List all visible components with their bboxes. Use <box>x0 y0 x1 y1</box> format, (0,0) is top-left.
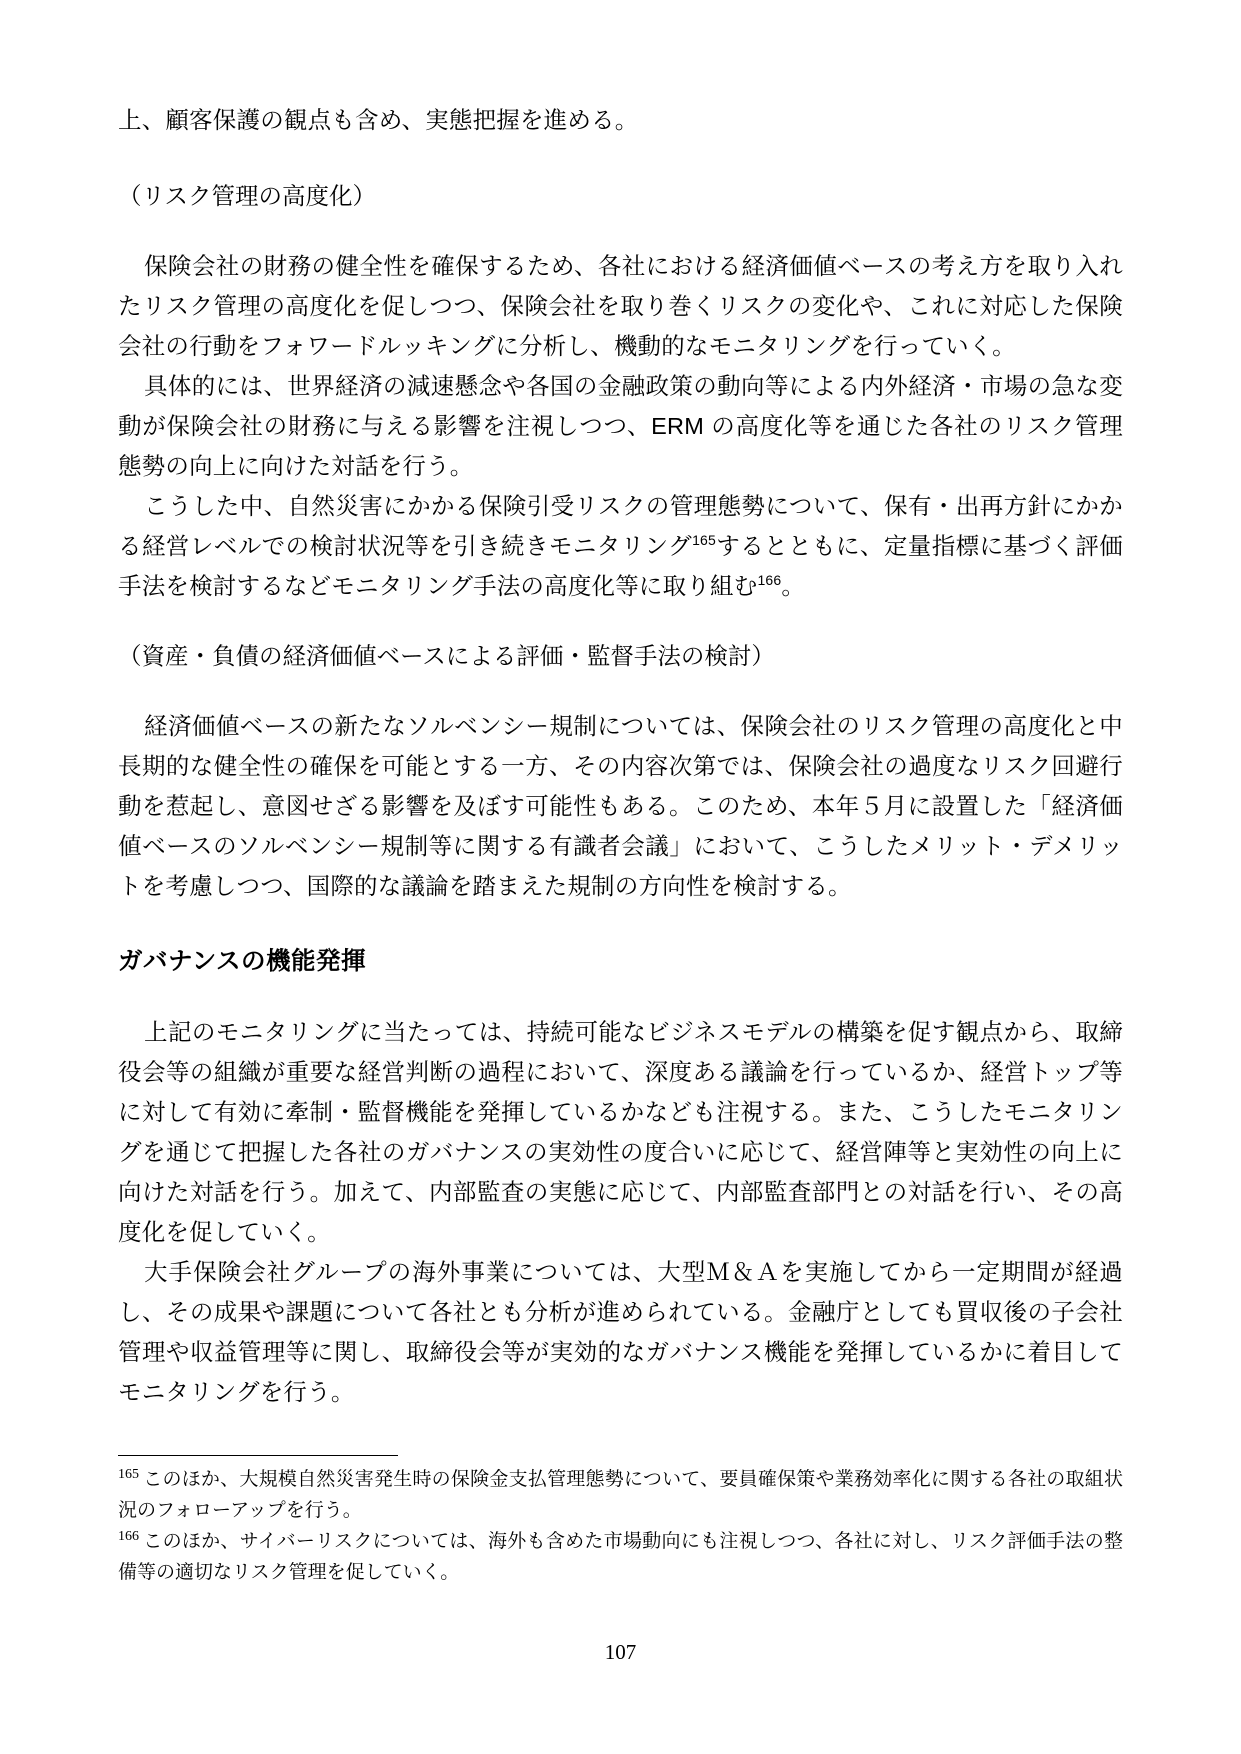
footnote-ref-165: 165 <box>692 532 717 549</box>
spacer <box>118 606 1123 636</box>
paragraph-natural-disaster-risk <box>118 486 1123 606</box>
spacer <box>118 140 1123 176</box>
footnote-divider <box>118 1455 398 1456</box>
footnote-number: 165 <box>118 1466 139 1482</box>
text-segment: こうした中、自然災害にかかる保険引受リスクの管理態勢について、保有・出再方針にかかる経営レベルでの検討状況等を引き続きモニタリング <box>118 493 1123 559</box>
footnote-text: このほか、大規模自然災害発生時の保険金支払管理態勢について、要員確保策や業務効率化に関する各社の取組状況のフォローアップを行う。 <box>118 1469 1123 1521</box>
spacer <box>118 676 1123 706</box>
spacer <box>118 906 1123 942</box>
section-heading-risk-management: （リスク管理の高度化） <box>118 183 377 209</box>
paragraph-governance-monitoring: 上記のモニタリングに当たっては、持続可能なビジネスモデルの構築を促す観点から、取締役会等の組織が重要な経営判断の過程において、深度ある議論を行っているか、経営トップ等に対して有効に牽制・監督機能を発揮しているかなども注視する。また、こうしたモニタリングを通じて把握した各社のガバナンスの実効性の度合いに応じて、経営陣等と実効性の向上に向けた対話を行う。加えて、内部監査の実態に応じて、内部監査部門との対話を行い、その高度化を促していく。 <box>118 1019 1123 1245</box>
text-segment: 。 <box>781 573 806 599</box>
page-number: 107 <box>604 1640 637 1664</box>
paragraph-overseas-business: 大手保険会社グループの海外事業については、大型Ｍ＆Ａを実施してから一定期間が経過し、その成果や課題について各社とも分析が進められている。金融庁としても買収後の子会社管理や収益管理等に関し、取締役会等が実効的なガバナンス機能を発揮しているかに着目してモニタリングを行う。 <box>118 1259 1123 1405</box>
spacer <box>118 216 1123 246</box>
footnote-number: 166 <box>118 1528 139 1544</box>
text-segment: するとともに、定量指標に基づく評価手法を検討するなどモニタリング手法の高度化等に取り組む <box>118 533 1123 599</box>
footnote-165 <box>118 1464 1123 1526</box>
paragraph-financial-soundness: 保険会社の財務の健全性を確保するため、各社における経済価値ベースの考え方を取り入れたリスク管理の高度化を促しつつ、保険会社を取り巻くリスクの変化や、これに対応した保険会社の行動をフォワードルッキングに分析し、機動的なモニタリングを行っていく。 <box>118 253 1123 359</box>
footnote-area <box>118 1455 1123 1588</box>
paragraph-global-economy: 具体的には、世界経済の減速懸念や各国の金融政策の動向等による内外経済・市場の急な変動が保険会社の財務に与える影響を注視しつつ、ERM の高度化等を通じた各社のリスク管理態勢の向上に向けた対話を行う。 <box>118 373 1123 479</box>
section-heading-economic-value: （資産・負債の経済価値ベースによる評価・監督手法の検討） <box>118 643 775 669</box>
spacer <box>118 982 1123 1012</box>
footnote-166 <box>118 1526 1123 1588</box>
paragraph-solvency-regulation: 経済価値ベースの新たなソルベンシー規制については、保険会社のリスク管理の高度化と中長期的な健全性の確保を可能とする一方、その内容次第では、保険会社の過度なリスク回避行動を惹起し、意図せざる影響を及ぼす可能性もある。このため、本年５月に設置した「経済価値ベースのソルベンシー規制等に関する有識者会議」において、こうしたメリット・デメリットを考慮しつつ、国際的な議論を踏まえた規制の方向性を検討する。 <box>118 713 1123 899</box>
footnote-ref-166: 166 <box>757 572 782 589</box>
paragraph-opening: 上、顧客保護の観点も含め、実態把握を進める。 <box>118 107 639 133</box>
footnote-text: このほか、サイバーリスクについては、海外も含めた市場動向にも注視しつつ、各社に対し、リスク評価手法の整備等の適切なリスク管理を促していく。 <box>118 1531 1123 1583</box>
section-heading-governance: ガバナンスの機能発揮 <box>118 948 367 975</box>
